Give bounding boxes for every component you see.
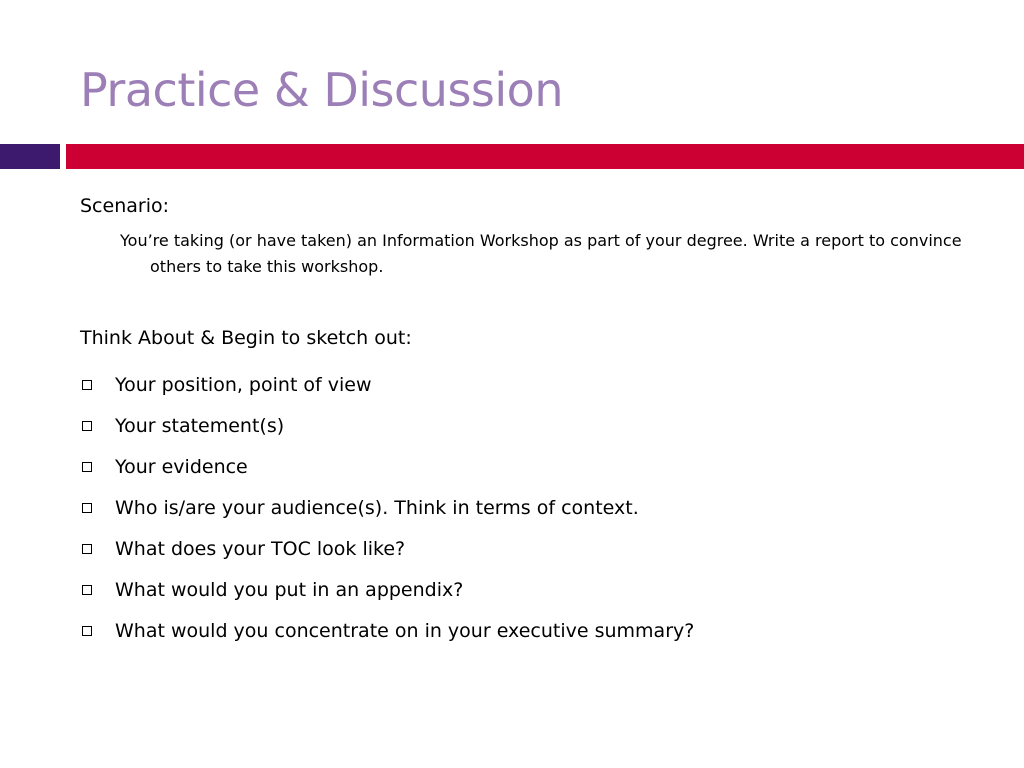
list-item-text: What would you concentrate on in your executive summary? [115, 619, 695, 642]
hollow-square-icon [82, 421, 92, 431]
accent-bar-left [0, 144, 60, 169]
hollow-square-icon [82, 503, 92, 513]
list-item [80, 528, 980, 569]
slide-content [80, 192, 980, 651]
list-item [80, 364, 980, 405]
hollow-square-icon [82, 626, 92, 636]
scenario-text: You’re taking (or have taken) an Information Workshop as part of your degree. Write a report to convince others to take this workshop. [120, 231, 962, 276]
list-item [80, 610, 980, 651]
list-item-text: Who is/are your audience(s). Think in terms of context. [115, 496, 639, 519]
accent-bar-right [66, 144, 1024, 169]
list-item [80, 569, 980, 610]
scenario-label: Scenario: [80, 195, 169, 217]
hollow-square-icon [82, 544, 92, 554]
list-item [80, 405, 980, 446]
hollow-square-icon [82, 462, 92, 472]
list-item-text: What would you put in an appendix? [115, 578, 464, 601]
hollow-square-icon [82, 380, 92, 390]
list-item [80, 487, 980, 528]
think-about-label: Think About & Begin to sketch out: [80, 327, 412, 349]
slide-title: Practice & Discussion [80, 63, 563, 117]
list-item [80, 446, 980, 487]
list-item-text: Your position, point of view [115, 373, 372, 396]
list-item-text: What does your TOC look like? [115, 537, 406, 560]
hollow-square-icon [82, 585, 92, 595]
list-item-text: Your evidence [115, 455, 248, 478]
list-item-text: Your statement(s) [115, 414, 285, 437]
bullet-list [80, 364, 980, 651]
